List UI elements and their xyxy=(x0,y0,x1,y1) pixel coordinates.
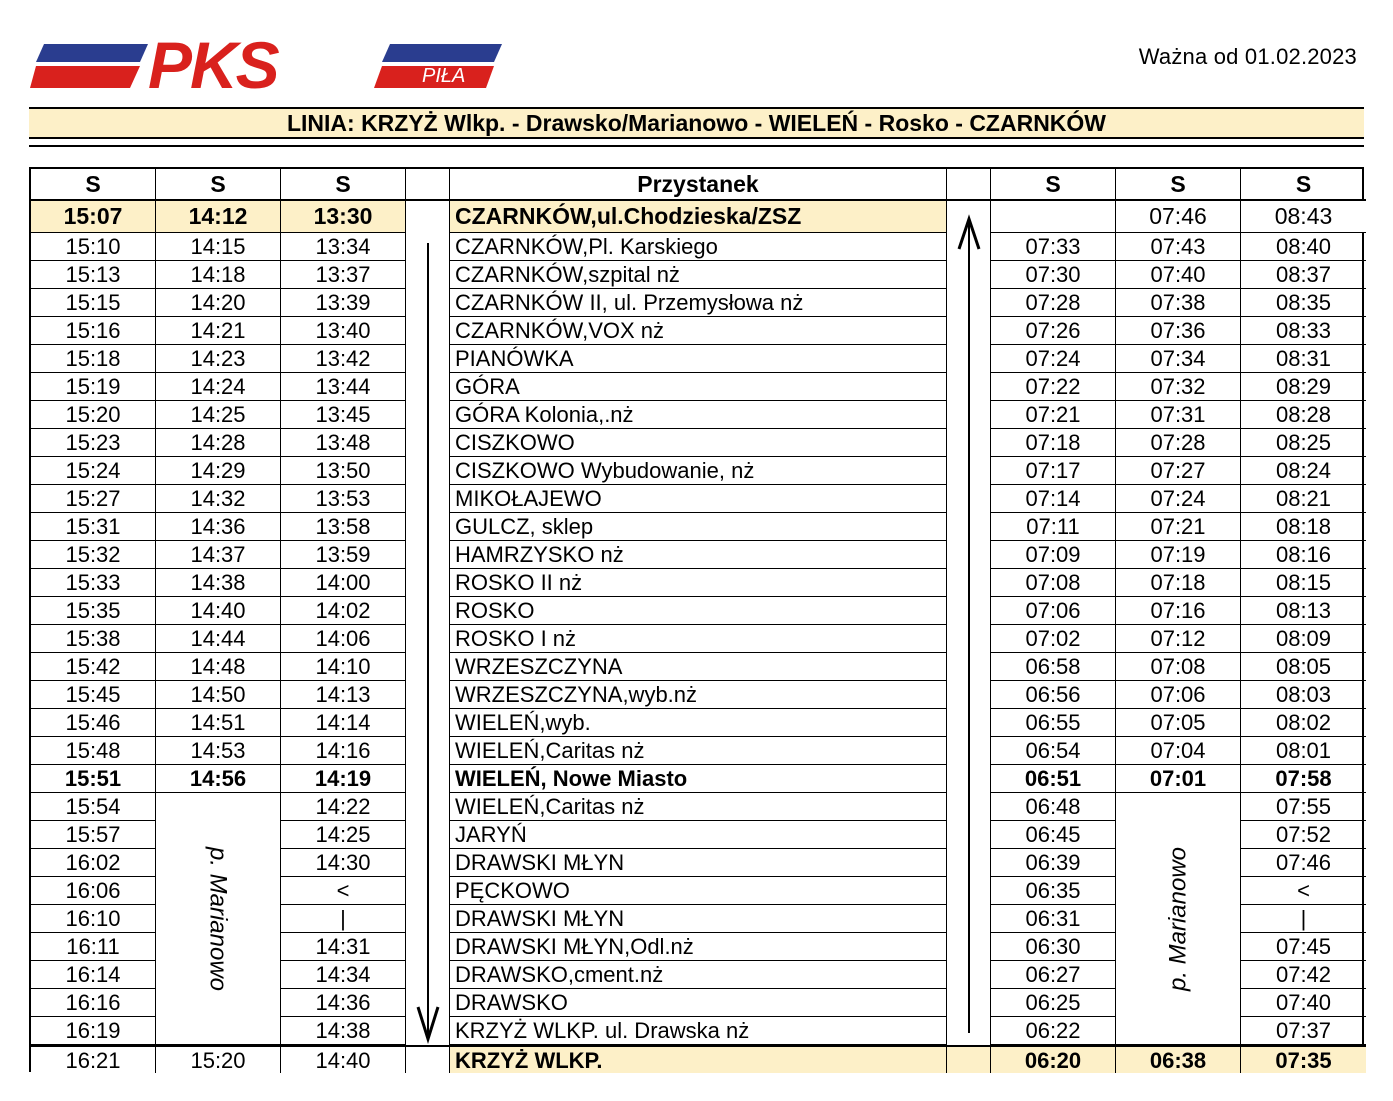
row-6-r3: 08:29 xyxy=(1241,373,1366,401)
row-15-l3: 14:06 xyxy=(281,625,406,653)
row-22-l3: 14:25 xyxy=(281,821,406,849)
row-9-r1: 07:17 xyxy=(991,457,1116,485)
row-20-stop: WIELEŃ, Nowe Miasto xyxy=(450,765,947,793)
row-24-r1: 06:35 xyxy=(991,877,1116,905)
row-19-l2: 14:53 xyxy=(156,737,281,765)
row-9-r2: 07:27 xyxy=(1116,457,1241,485)
row-29-stop: KRZYŻ WLKP. ul. Drawska nż xyxy=(450,1017,947,1045)
row-19-l1: 15:48 xyxy=(31,737,156,765)
row-18-l2: 14:51 xyxy=(156,709,281,737)
row-14-l3: 14:02 xyxy=(281,597,406,625)
row-29-l3: 14:38 xyxy=(281,1017,406,1045)
row-10-r2: 07:24 xyxy=(1116,485,1241,513)
row-25-l3: | xyxy=(281,905,406,933)
row-5-r2: 07:34 xyxy=(1116,345,1241,373)
row-25-r1: 06:31 xyxy=(991,905,1116,933)
via-marianowo-right xyxy=(1116,793,1241,1045)
row-3-l2: 14:20 xyxy=(156,289,281,317)
row-3-stop: CZARNKÓW II, ul. Przemysłowa nż xyxy=(450,289,947,317)
timetable xyxy=(29,167,1364,1072)
row-4-l3: 13:40 xyxy=(281,317,406,345)
last-row-r2: 06:38 xyxy=(1116,1045,1241,1073)
line-title-bar xyxy=(29,107,1364,139)
row-6-stop: GÓRA xyxy=(450,373,947,401)
row-9-l2: 14:29 xyxy=(156,457,281,485)
row-7-r1: 07:21 xyxy=(991,401,1116,429)
row-11-r2: 07:21 xyxy=(1116,513,1241,541)
row-12-l2: 14:37 xyxy=(156,541,281,569)
row-27-r1: 06:27 xyxy=(991,961,1116,989)
row-21-l3: 14:22 xyxy=(281,793,406,821)
row-10-r3: 08:21 xyxy=(1241,485,1366,513)
col-header-9: S xyxy=(1241,169,1366,201)
row-20-l2: 14:56 xyxy=(156,765,281,793)
col-header-6 xyxy=(947,169,991,201)
last-row-arrow-left-gap xyxy=(406,1045,450,1073)
row-9-stop: CISZKOWO Wybudowanie, nż xyxy=(450,457,947,485)
row-16-r1: 06:58 xyxy=(991,653,1116,681)
row-27-r3: 07:42 xyxy=(1241,961,1366,989)
row-15-stop: ROSKO I nż xyxy=(450,625,947,653)
pks-pila-logo xyxy=(30,28,502,102)
row-5-l2: 14:23 xyxy=(156,345,281,373)
row-17-r1: 06:56 xyxy=(991,681,1116,709)
row-20-l3: 14:19 xyxy=(281,765,406,793)
row-13-l2: 14:38 xyxy=(156,569,281,597)
row-25-l1: 16:10 xyxy=(31,905,156,933)
row-2-r2: 07:40 xyxy=(1116,261,1241,289)
row-1-stop: CZARNKÓW,Pl. Karskiego xyxy=(450,233,947,261)
row-7-l3: 13:45 xyxy=(281,401,406,429)
row-29-r3: 07:37 xyxy=(1241,1017,1366,1045)
row-19-r2: 07:04 xyxy=(1116,737,1241,765)
row-6-r1: 07:22 xyxy=(991,373,1116,401)
row-27-l3: 14:34 xyxy=(281,961,406,989)
row-23-r3: 07:46 xyxy=(1241,849,1366,877)
row-3-l3: 13:39 xyxy=(281,289,406,317)
row-10-l3: 13:53 xyxy=(281,485,406,513)
up-arrow-column xyxy=(947,201,991,1045)
row-11-l3: 13:58 xyxy=(281,513,406,541)
row-11-stop: GULCZ, sklep xyxy=(450,513,947,541)
col-header-3: S xyxy=(281,169,406,201)
row-15-l1: 15:38 xyxy=(31,625,156,653)
row-23-l3: 14:30 xyxy=(281,849,406,877)
row-4-l2: 14:21 xyxy=(156,317,281,345)
row-14-stop: ROSKO xyxy=(450,597,947,625)
row-26-l3: 14:31 xyxy=(281,933,406,961)
row-15-l2: 14:44 xyxy=(156,625,281,653)
row-1-l1: 15:10 xyxy=(31,233,156,261)
row-8-r2: 07:28 xyxy=(1116,429,1241,457)
row-18-r1: 06:55 xyxy=(991,709,1116,737)
row-8-l3: 13:48 xyxy=(281,429,406,457)
via-marianowo-left-label: p. Marianowo xyxy=(204,846,232,991)
col-header-7: S xyxy=(991,169,1116,201)
row-11-l1: 15:31 xyxy=(31,513,156,541)
row-8-l1: 15:23 xyxy=(31,429,156,457)
row-11-r3: 08:18 xyxy=(1241,513,1366,541)
row-13-r1: 07:08 xyxy=(991,569,1116,597)
row-7-l1: 15:20 xyxy=(31,401,156,429)
row-25-stop: DRAWSKI MŁYN xyxy=(450,905,947,933)
row-16-l3: 14:10 xyxy=(281,653,406,681)
row-2-l1: 15:13 xyxy=(31,261,156,289)
row-6-l2: 14:24 xyxy=(156,373,281,401)
row-3-l1: 15:15 xyxy=(31,289,156,317)
row-7-r2: 07:31 xyxy=(1116,401,1241,429)
row-14-l2: 14:40 xyxy=(156,597,281,625)
row-14-r1: 07:06 xyxy=(991,597,1116,625)
row-4-r2: 07:36 xyxy=(1116,317,1241,345)
row-6-l1: 15:19 xyxy=(31,373,156,401)
row-4-r3: 08:33 xyxy=(1241,317,1366,345)
row-24-l1: 16:06 xyxy=(31,877,156,905)
row-13-r3: 08:15 xyxy=(1241,569,1366,597)
row-19-r3: 08:01 xyxy=(1241,737,1366,765)
row-18-l3: 14:14 xyxy=(281,709,406,737)
row-7-r3: 08:28 xyxy=(1241,401,1366,429)
row-2-stop: CZARNKÓW,szpital nż xyxy=(450,261,947,289)
row-3-r2: 07:38 xyxy=(1116,289,1241,317)
row-22-stop: JARYŃ xyxy=(450,821,947,849)
col-header-4 xyxy=(406,169,450,201)
row-21-r1: 06:48 xyxy=(991,793,1116,821)
header-rule xyxy=(29,145,1364,147)
row-28-stop: DRAWSKO xyxy=(450,989,947,1017)
row-24-l3: < xyxy=(281,877,406,905)
row-23-r1: 06:39 xyxy=(991,849,1116,877)
row-27-stop: DRAWSKO,cment.nż xyxy=(450,961,947,989)
last-row-arrow-right-gap xyxy=(947,1045,991,1073)
row-17-l3: 14:13 xyxy=(281,681,406,709)
down-arrow-column xyxy=(406,201,450,1045)
row-19-l3: 14:16 xyxy=(281,737,406,765)
row-7-stop: GÓRA Kolonia,.nż xyxy=(450,401,947,429)
row-14-l1: 15:35 xyxy=(31,597,156,625)
row-5-l3: 13:42 xyxy=(281,345,406,373)
logo-pila-text: PIŁA xyxy=(422,65,466,87)
row-4-stop: CZARNKÓW,VOX nż xyxy=(450,317,947,345)
row-14-r2: 07:16 xyxy=(1116,597,1241,625)
last-row-r1: 06:20 xyxy=(991,1045,1116,1073)
row-28-l1: 16:16 xyxy=(31,989,156,1017)
row-2-r1: 07:30 xyxy=(991,261,1116,289)
row-14-r3: 08:13 xyxy=(1241,597,1366,625)
row-17-r2: 07:06 xyxy=(1116,681,1241,709)
col-header-5: Przystanek xyxy=(450,169,947,201)
row-21-l1: 15:54 xyxy=(31,793,156,821)
last-row-r3: 07:35 xyxy=(1241,1045,1366,1073)
up-arrow-icon xyxy=(947,201,990,1045)
valid-from-date: Ważna od 01.02.2023 xyxy=(1138,44,1357,69)
last-row-stop: KRZYŻ WLKP. xyxy=(450,1045,947,1073)
row-12-l3: 13:59 xyxy=(281,541,406,569)
row-18-stop: WIELEŃ,wyb. xyxy=(450,709,947,737)
row-5-r1: 07:24 xyxy=(991,345,1116,373)
first-row-l3: 13:30 xyxy=(281,201,406,233)
row-9-r3: 08:24 xyxy=(1241,457,1366,485)
row-6-r2: 07:32 xyxy=(1116,373,1241,401)
row-22-r1: 06:45 xyxy=(991,821,1116,849)
row-29-l1: 16:19 xyxy=(31,1017,156,1045)
row-19-stop: WIELEŃ,Caritas nż xyxy=(450,737,947,765)
row-13-stop: ROSKO II nż xyxy=(450,569,947,597)
row-28-l3: 14:36 xyxy=(281,989,406,1017)
row-18-l1: 15:46 xyxy=(31,709,156,737)
line-title: LINIA: KRZYŻ Wlkp. - Drawsko/Marianowo - WIELEŃ - Rosko - CZARNKÓW xyxy=(286,110,1107,136)
row-28-r1: 06:25 xyxy=(991,989,1116,1017)
first-row-r2: 07:46 xyxy=(1116,201,1241,233)
row-20-r3: 07:58 xyxy=(1241,765,1366,793)
row-4-r1: 07:26 xyxy=(991,317,1116,345)
row-7-l2: 14:25 xyxy=(156,401,281,429)
row-8-r3: 08:25 xyxy=(1241,429,1366,457)
row-20-l1: 15:51 xyxy=(31,765,156,793)
row-10-stop: MIKOŁAJEWO xyxy=(450,485,947,513)
row-22-r3: 07:52 xyxy=(1241,821,1366,849)
row-19-r1: 06:54 xyxy=(991,737,1116,765)
row-11-r1: 07:11 xyxy=(991,513,1116,541)
row-26-l1: 16:11 xyxy=(31,933,156,961)
row-16-l2: 14:48 xyxy=(156,653,281,681)
down-arrow-icon xyxy=(406,201,449,1045)
row-12-r1: 07:09 xyxy=(991,541,1116,569)
row-1-r1: 07:33 xyxy=(991,233,1116,261)
via-marianowo-right-label: p. Marianowo xyxy=(1164,846,1192,991)
row-15-r1: 07:02 xyxy=(991,625,1116,653)
row-28-r3: 07:40 xyxy=(1241,989,1366,1017)
last-row-l3: 14:40 xyxy=(281,1045,406,1073)
row-9-l3: 13:50 xyxy=(281,457,406,485)
row-26-r1: 06:30 xyxy=(991,933,1116,961)
row-11-l2: 14:36 xyxy=(156,513,281,541)
col-header-8: S xyxy=(1116,169,1241,201)
row-18-r2: 07:05 xyxy=(1116,709,1241,737)
row-15-r3: 08:09 xyxy=(1241,625,1366,653)
first-row-r1 xyxy=(991,201,1116,233)
row-24-stop: PĘCKOWO xyxy=(450,877,947,905)
row-5-r3: 08:31 xyxy=(1241,345,1366,373)
row-3-r1: 07:28 xyxy=(991,289,1116,317)
row-2-l2: 14:18 xyxy=(156,261,281,289)
logo-pks-text: PKS xyxy=(148,28,278,102)
first-row-r3: 08:43 xyxy=(1241,201,1366,233)
row-23-l1: 16:02 xyxy=(31,849,156,877)
row-16-r2: 07:08 xyxy=(1116,653,1241,681)
row-1-r2: 07:43 xyxy=(1116,233,1241,261)
row-12-stop: HAMRZYSKO nż xyxy=(450,541,947,569)
row-20-r2: 07:01 xyxy=(1116,765,1241,793)
row-8-r1: 07:18 xyxy=(991,429,1116,457)
first-row-l1: 15:07 xyxy=(31,201,156,233)
row-17-r3: 08:03 xyxy=(1241,681,1366,709)
row-13-l3: 14:00 xyxy=(281,569,406,597)
row-12-l1: 15:32 xyxy=(31,541,156,569)
row-12-r3: 08:16 xyxy=(1241,541,1366,569)
row-12-r2: 07:19 xyxy=(1116,541,1241,569)
row-2-l3: 13:37 xyxy=(281,261,406,289)
row-25-r3: | xyxy=(1241,905,1366,933)
row-22-l1: 15:57 xyxy=(31,821,156,849)
row-27-l1: 16:14 xyxy=(31,961,156,989)
row-6-l3: 13:44 xyxy=(281,373,406,401)
row-4-l1: 15:16 xyxy=(31,317,156,345)
row-17-stop: WRZESZCZYNA,wyb.nż xyxy=(450,681,947,709)
row-20-r1: 06:51 xyxy=(991,765,1116,793)
row-2-r3: 08:37 xyxy=(1241,261,1366,289)
last-row-l2: 15:20 xyxy=(156,1045,281,1073)
first-row-l2: 14:12 xyxy=(156,201,281,233)
via-marianowo-left xyxy=(156,793,281,1045)
row-26-stop: DRAWSKI MŁYN,Odl.nż xyxy=(450,933,947,961)
row-15-r2: 07:12 xyxy=(1116,625,1241,653)
row-26-r3: 07:45 xyxy=(1241,933,1366,961)
last-row-l1: 16:21 xyxy=(31,1045,156,1073)
row-13-r2: 07:18 xyxy=(1116,569,1241,597)
row-1-l2: 14:15 xyxy=(156,233,281,261)
row-10-l2: 14:32 xyxy=(156,485,281,513)
row-5-l1: 15:18 xyxy=(31,345,156,373)
row-10-r1: 07:14 xyxy=(991,485,1116,513)
row-10-l1: 15:27 xyxy=(31,485,156,513)
row-16-stop: WRZESZCZYNA xyxy=(450,653,947,681)
row-23-stop: DRAWSKI MŁYN xyxy=(450,849,947,877)
row-16-l1: 15:42 xyxy=(31,653,156,681)
row-5-stop: PIANÓWKA xyxy=(450,345,947,373)
row-21-r3: 07:55 xyxy=(1241,793,1366,821)
row-21-stop: WIELEŃ,Caritas nż xyxy=(450,793,947,821)
row-18-r3: 08:02 xyxy=(1241,709,1366,737)
row-1-r3: 08:40 xyxy=(1241,233,1366,261)
row-8-stop: CISZKOWO xyxy=(450,429,947,457)
row-17-l1: 15:45 xyxy=(31,681,156,709)
col-header-2: S xyxy=(156,169,281,201)
row-13-l1: 15:33 xyxy=(31,569,156,597)
row-29-r1: 06:22 xyxy=(991,1017,1116,1045)
row-24-r3: < xyxy=(1241,877,1366,905)
row-17-l2: 14:50 xyxy=(156,681,281,709)
row-3-r3: 08:35 xyxy=(1241,289,1366,317)
first-row-stop: CZARNKÓW,ul.Chodzieska/ZSZ xyxy=(450,201,947,233)
row-9-l1: 15:24 xyxy=(31,457,156,485)
col-header-1: S xyxy=(31,169,156,201)
row-8-l2: 14:28 xyxy=(156,429,281,457)
row-1-l3: 13:34 xyxy=(281,233,406,261)
row-16-r3: 08:05 xyxy=(1241,653,1366,681)
